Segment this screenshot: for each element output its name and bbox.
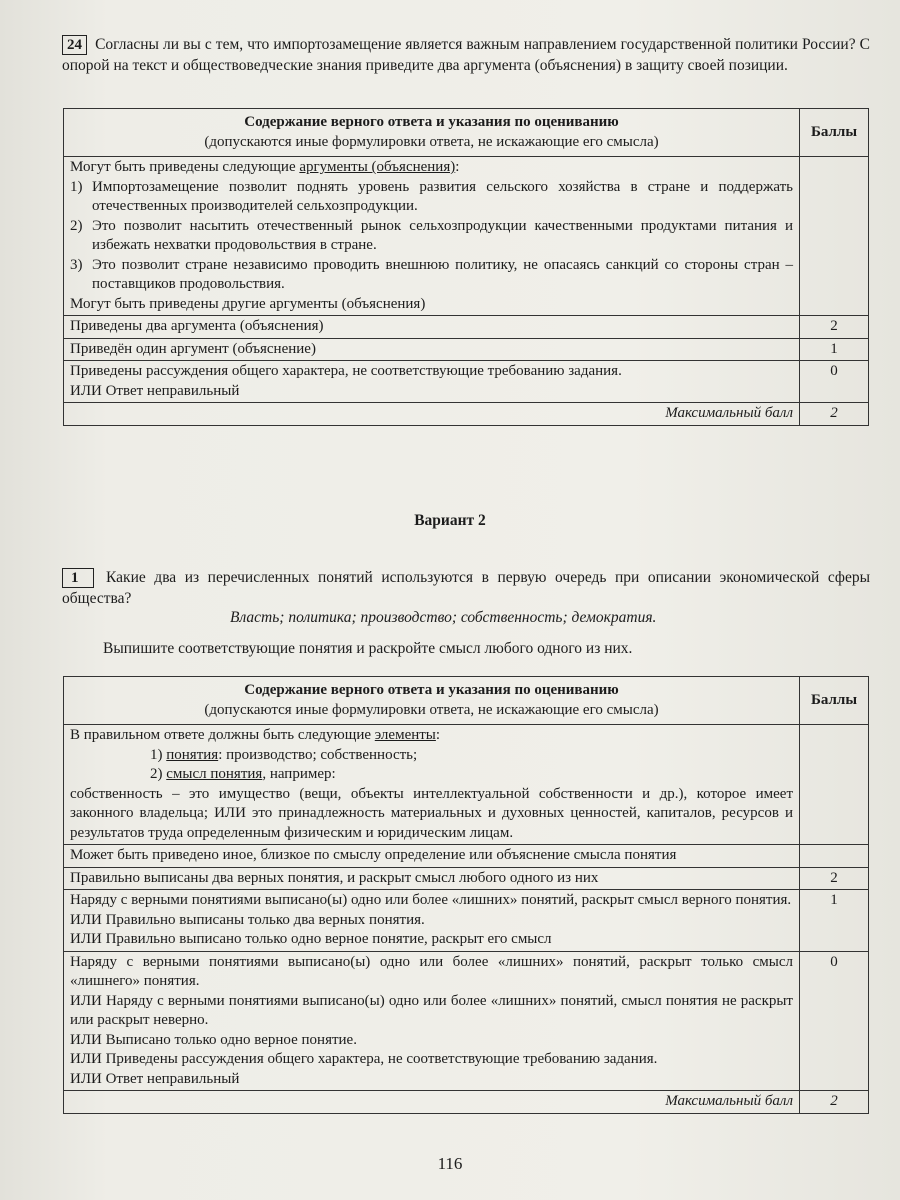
table-header-row — [64, 677, 869, 725]
score-row-1: Приведён один аргумент (объяснение) 1 — [64, 338, 869, 361]
score-row-0: Приведены рассуждения общего характера, не соответствующие требованию задания. ИЛИ Ответ неправильный 0 — [64, 361, 869, 403]
question-number: 1 — [62, 568, 94, 588]
score-row-0: Наряду с верными понятиями выписано(ы) одно или более «лишних» понятий, раскрыт только смысл «лишнего» понятия. ИЛИ Наряду с верными понятиями выписано(ы) одно или более «лишних» понятий, смысл понятия не раскрыт или раскрыт неверно. ИЛИ Выписано только одно верное понятие. ИЛИ Приведены рассуждения общего характера, не соответствующие требованию задания. ИЛИ Ответ неправильный 0 — [64, 951, 869, 1091]
other-arguments-note: Могут быть приведены другие аргументы (объяснения) — [70, 295, 426, 312]
argument-item: 2) Это позволит насытить отечественный рынок сельхозпродукции качественными продуктами питания и избежать нехватки продовольствия в стране. — [70, 217, 793, 253]
other-definition-row: Может быть приведено иное, близкое по смыслу определение или объяснение смысла понятия — [64, 845, 869, 868]
answer-intro: В правильном ответе должны быть следующие элементы: — [70, 727, 441, 743]
variant-heading: Вариант 2 — [414, 512, 486, 529]
header-subtitle: (допускаются иные формулировки ответа, не искажающие его смысла) — [204, 701, 659, 718]
table-header-row — [64, 109, 869, 157]
score-row-2: Правильно выписаны два верных понятия, и раскрыт смысл любого одного из них 2 — [64, 867, 869, 890]
question-1 — [62, 567, 870, 609]
criteria-table-24 — [63, 108, 869, 426]
question-number: 24 — [62, 35, 87, 55]
question-text: Какие два из перечисленных понятий используются в первую очередь при описании экономической сферы общества? — [62, 569, 871, 607]
argument-item: 3) Это позволит стране независимо проводить внешнюю политику, не опасаясь санкций со стороны стран – поставщиков продовольствия. — [70, 256, 793, 292]
answer-content-row — [64, 157, 869, 316]
element-2: 2) смысл понятия, например: — [150, 766, 336, 782]
header-points: Баллы — [800, 109, 869, 157]
definition-text: собственность – это имущество (вещи, объекты интеллектуальной собственности и др.), которое имеет законного владельца; ИЛИ это принадлежность материальных и духовных ценностей, капиталов, ресурсов и результатов труда определенным физическим и юридическим лицам. — [70, 785, 793, 841]
page-number: 116 — [437, 1154, 463, 1173]
question-24 — [62, 34, 870, 76]
score-row-2: Приведены два аргумента (объяснения) 2 — [64, 316, 869, 339]
score-row-1: Наряду с верными понятиями выписано(ы) одно или более «лишних» понятий, раскрыт смысл верного понятия. ИЛИ Правильно выписаны только два верных понятия. ИЛИ Правильно выписано только одно верное понятие, раскрыт его смысл 1 — [64, 890, 869, 952]
header-title: Содержание верного ответа и указания по оцениванию — [244, 114, 619, 130]
answer-content-row — [64, 725, 869, 845]
question-task: Выпишите соответствующие понятия и раскройте смысл любого одного из них. — [103, 640, 633, 657]
answer-intro-term: аргументы (объяснения) — [299, 159, 456, 175]
argument-item: 1) Импортозамещение позволит поднять уровень развития сельского хозяйства в стране и поддержать отечественных производителей сельхозпродукции. — [70, 178, 793, 214]
max-score-row: Максимальный балл 2 — [64, 1091, 869, 1114]
header-points: Баллы — [800, 677, 869, 725]
criteria-table-1 — [63, 676, 869, 1114]
max-score-row: Максимальный балл 2 — [64, 403, 869, 426]
question-options: Власть; политика; производство; собственность; демократия. — [230, 609, 657, 626]
answer-intro: Могут быть приведены следующие аргументы (объяснения): — [70, 159, 460, 175]
header-title: Содержание верного ответа и указания по оцениванию — [244, 682, 619, 698]
header-subtitle: (допускаются иные формулировки ответа, не искажающие его смысла) — [204, 133, 659, 150]
element-1: 1) понятия: производство; собственность; — [150, 746, 418, 763]
question-text: Согласны ли вы с тем, что импортозамещение является важным направлением государственной политики России? С опорой на текст и обществоведческие знания приведите два аргумента (объяснения) в защиту своей позиции. — [62, 36, 870, 74]
